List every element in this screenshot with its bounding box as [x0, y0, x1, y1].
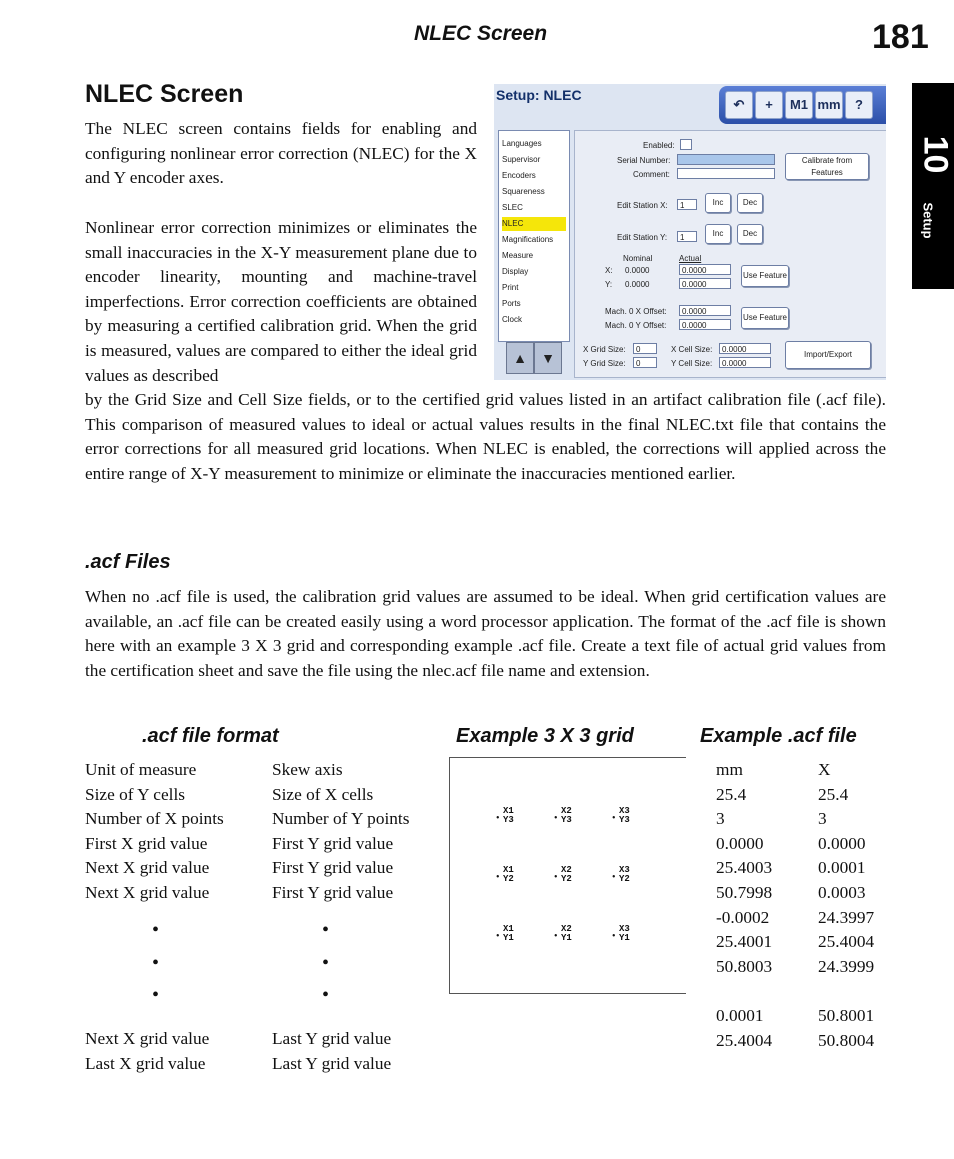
- chapter-number: 10: [916, 135, 954, 174]
- grid-point-x: X1: [503, 924, 514, 934]
- edit-x-dec-button[interactable]: Dec: [737, 193, 763, 213]
- x-label: X:: [605, 266, 613, 275]
- edit-y-inc-button[interactable]: Inc: [705, 224, 731, 244]
- acf-value: 0.0001: [716, 1005, 764, 1025]
- grid-point: [554, 865, 584, 889]
- grid-point: [612, 806, 642, 830]
- grid-point-x: X2: [561, 865, 572, 875]
- edit-x-inc-button[interactable]: Inc: [705, 193, 731, 213]
- mm-button[interactable]: mm: [815, 91, 843, 119]
- x-grid-size-field[interactable]: 0: [633, 343, 657, 354]
- grid-point-x: X3: [619, 924, 630, 934]
- grid-point-y: Y1: [503, 933, 514, 943]
- acf-value: 25.4001: [716, 932, 773, 952]
- format-column-1-end: [85, 1027, 209, 1076]
- format-item: Size of Y cells: [85, 784, 185, 804]
- format-item: Last Y grid value: [272, 1053, 392, 1073]
- acf-value: 25.4: [818, 784, 849, 804]
- y-nominal-value: 0.0000: [625, 280, 650, 289]
- format-item: Size of X cells: [272, 784, 374, 804]
- acf-value: 0.0000: [818, 833, 866, 853]
- page-number: 181: [872, 18, 929, 56]
- format-column-1: [85, 758, 224, 906]
- x-actual-field[interactable]: 0.0000: [679, 264, 731, 275]
- mach-x-offset-label: Mach. 0 X Offset:: [605, 307, 667, 316]
- edit-station-x-label: Edit Station X:: [617, 201, 668, 210]
- format-item: Next X grid value: [85, 882, 210, 902]
- grid-point-y: Y1: [619, 933, 630, 943]
- y-actual-field[interactable]: 0.0000: [679, 278, 731, 289]
- down-arrow-icon[interactable]: ▼: [534, 342, 562, 374]
- nlec-screenshot: [494, 84, 886, 380]
- acf-value: [818, 979, 874, 1004]
- ellipsis-dot: •: [152, 919, 160, 941]
- format-item: Next X grid value: [85, 1029, 210, 1048]
- serial-number-field[interactable]: [677, 154, 775, 165]
- grid-point-dot: •: [496, 931, 500, 942]
- acf-value: 0.0003: [818, 882, 866, 902]
- format-item: Skew axis: [272, 760, 343, 779]
- scroll-arrows: [506, 342, 562, 374]
- format-item: First Y grid value: [272, 882, 394, 902]
- acf-value: 50.8004: [818, 1030, 875, 1050]
- x-cell-size-label: X Cell Size:: [671, 345, 713, 354]
- y-cell-size-label: Y Cell Size:: [671, 359, 713, 368]
- grid-point-dot: •: [554, 813, 558, 824]
- format-column-2: [272, 758, 409, 906]
- format-item: Next X grid value: [85, 858, 210, 878]
- acf-value: mm: [716, 760, 743, 779]
- menu-item-measure[interactable]: Measure: [502, 251, 534, 260]
- grid-point: [496, 865, 526, 889]
- calibrate-from-features-button[interactable]: Calibrate from Features: [785, 153, 869, 180]
- grid-point-x: X2: [561, 924, 572, 934]
- toolbar: [719, 86, 886, 124]
- grid-point: [554, 924, 584, 948]
- mach-y-offset-field[interactable]: 0.0000: [679, 319, 731, 330]
- use-feature-button-2[interactable]: Use Feature: [741, 307, 789, 329]
- format-item: Last Y grid value: [272, 1029, 392, 1048]
- import-export-button[interactable]: Import/Export: [785, 341, 871, 369]
- setup-menu: [498, 130, 570, 342]
- edit-station-y-label: Edit Station Y:: [617, 233, 668, 242]
- grid-point-x: X2: [561, 806, 572, 816]
- nlec-paragraph-part1: Nonlinear error correction minimizes or eliminates the small inaccuracies in the X-Y measurement plane due to encoder linearity, mounting and machine-travel imperfections. Error correction coefficients are obtained by measuring a certified calibration grid. When the grid is measured, values are compared to either the ideal grid values as described: [85, 218, 477, 385]
- format-item: First Y grid value: [272, 858, 394, 878]
- m1-button[interactable]: M1: [785, 91, 813, 119]
- intro-paragraph: The NLEC screen contains fields for enabling and configuring nonlinear error correction (NLEC) for the X and Y encoder axes.: [85, 119, 477, 188]
- grid-point: [554, 806, 584, 830]
- grid-point-dot: •: [554, 931, 558, 942]
- ellipsis-dot: •: [322, 984, 330, 1006]
- ellipsis-dot: •: [152, 984, 160, 1006]
- undo-icon[interactable]: ↶: [725, 91, 753, 119]
- grid-point-dot: •: [612, 813, 616, 824]
- menu-item-nlec[interactable]: NLEC: [502, 217, 566, 231]
- grid-point-y: Y3: [561, 815, 572, 825]
- grid-point-y: Y2: [619, 874, 630, 884]
- grid-point-x: X1: [503, 865, 514, 875]
- y-label: Y:: [605, 280, 613, 289]
- ellipsis-dot: •: [152, 952, 160, 974]
- menu-item-encoders[interactable]: Encoders: [502, 171, 536, 180]
- example-acf-heading: Example .acf file: [700, 725, 857, 747]
- acf-value: 25.4003: [716, 858, 773, 878]
- menu-item-squareness[interactable]: Squareness: [502, 187, 545, 196]
- edit-station-x-field[interactable]: 1: [677, 199, 697, 210]
- grid-point-x: X3: [619, 806, 630, 816]
- acf-value: 25.4004: [818, 932, 875, 952]
- nominal-header: Nominal: [623, 254, 653, 263]
- format-item: Unit of measure: [85, 760, 197, 779]
- acf-value: 50.7998: [716, 882, 773, 902]
- nlec-settings-panel: [574, 130, 886, 378]
- enabled-label: Enabled:: [643, 141, 675, 150]
- grid-point-y: Y2: [503, 874, 514, 884]
- grid-point-dot: •: [554, 872, 558, 883]
- example-grid-heading: Example 3 X 3 grid: [456, 725, 634, 747]
- acf-format-heading: .acf file format: [142, 725, 279, 747]
- acf-value: 24.3999: [818, 956, 875, 976]
- section-title: NLEC Screen: [85, 80, 244, 108]
- help-icon[interactable]: ?: [845, 91, 873, 119]
- use-feature-button-1[interactable]: Use Feature: [741, 265, 789, 287]
- grid-point-x: X1: [503, 806, 514, 816]
- mach-y-offset-label: Mach. 0 Y Offset:: [605, 321, 667, 330]
- grid-point-y: Y3: [503, 815, 514, 825]
- enabled-checkbox[interactable]: [680, 139, 692, 150]
- ellipsis-dot: •: [322, 952, 330, 974]
- menu-item-clock[interactable]: Clock: [502, 315, 523, 324]
- format-item: Number of X points: [85, 809, 224, 829]
- comment-label: Comment:: [633, 170, 670, 179]
- grid-point-dot: •: [496, 872, 500, 883]
- edit-station-y-field[interactable]: 1: [677, 231, 697, 242]
- acf-value: [716, 979, 772, 1004]
- grid-point-dot: •: [612, 931, 616, 942]
- grid-point: [496, 806, 526, 830]
- acf-value: 24.3997: [818, 907, 875, 927]
- actual-header: Actual: [679, 254, 702, 263]
- edit-y-dec-button[interactable]: Dec: [737, 224, 763, 244]
- nlec-paragraph-part2: by the Grid Size and Cell Size fields, or to the certified grid values listed in an artifact calibration file (.acf file). This comparison of measured values to ideal or actual values results in the final NLEC.txt file that contains the error corrections for all measured grid locations. When NLEC is enabled, the corrections will applied across the entire range of X-Y measurement to minimize or eliminate the inaccuracies mentioned earlier.: [85, 390, 886, 483]
- grid-point: [612, 865, 642, 889]
- acf-value: -0.0002: [716, 907, 770, 927]
- plus-icon[interactable]: +: [755, 91, 783, 119]
- mach-x-offset-field[interactable]: 0.0000: [679, 305, 731, 316]
- acf-value: 3: [818, 809, 827, 829]
- menu-item-slec[interactable]: SLEC: [502, 203, 523, 212]
- grid-point-x: X3: [619, 865, 630, 875]
- menu-item-ports[interactable]: Ports: [502, 299, 521, 308]
- example-grid-figure: [449, 757, 686, 994]
- acf-value: 0.0000: [716, 833, 764, 853]
- acf-value: 25.4004: [716, 1030, 773, 1050]
- x-cell-size-field[interactable]: 0.0000: [719, 343, 771, 354]
- x-grid-size-label: X Grid Size:: [583, 345, 626, 354]
- menu-item-languages[interactable]: Languages: [502, 139, 542, 148]
- y-grid-size-label: Y Grid Size:: [583, 359, 626, 368]
- ellipsis-dot: •: [322, 919, 330, 941]
- menu-item-display[interactable]: Display: [502, 267, 529, 276]
- acf-value: 50.8001: [818, 1005, 875, 1025]
- format-column-2-end: [272, 1027, 391, 1076]
- y-grid-size-field[interactable]: 0: [633, 357, 657, 368]
- serial-number-label: Serial Number:: [617, 156, 671, 165]
- acf-value: 25.4: [716, 784, 747, 804]
- comment-field[interactable]: [677, 168, 775, 179]
- running-header-title: NLEC Screen: [414, 22, 548, 45]
- format-item: Number of Y points: [272, 809, 410, 829]
- grid-point-y: Y2: [561, 874, 572, 884]
- menu-item-print[interactable]: Print: [502, 283, 519, 292]
- acf-value: 50.8003: [716, 956, 773, 976]
- format-item: Last X grid value: [85, 1053, 206, 1073]
- grid-point-dot: •: [496, 813, 500, 824]
- grid-point-y: Y1: [561, 933, 572, 943]
- example-acf-column-1: [716, 758, 772, 1053]
- y-cell-size-field[interactable]: 0.0000: [719, 357, 771, 368]
- chapter-tab: [912, 83, 954, 289]
- acf-files-paragraph: When no .acf file is used, the calibration grid values are assumed to be ideal. When grid certification values are available, an .acf file can be created easily using a word processor application. The format of the .acf file is shown here with an example 3 X 3 grid and corresponding example .acf file. Create a text file of actual grid values from the certification sheet and save the file using the nlec.acf file name and extension.: [85, 587, 886, 680]
- grid-point: [612, 924, 642, 948]
- grid-point: [496, 924, 526, 948]
- grid-point-y: Y3: [619, 815, 630, 825]
- acf-files-heading: .acf Files: [85, 551, 171, 573]
- acf-value: 0.0001: [818, 858, 866, 878]
- chapter-label: Setup: [920, 202, 936, 239]
- format-item: First X grid value: [85, 833, 208, 853]
- up-arrow-icon[interactable]: ▲: [506, 342, 534, 374]
- acf-value: X: [818, 760, 831, 779]
- x-nominal-value: 0.0000: [625, 266, 650, 275]
- screen-title: Setup: NLEC: [496, 87, 582, 103]
- example-acf-column-2: [818, 758, 874, 1053]
- acf-value: 3: [716, 809, 725, 829]
- menu-item-supervisor[interactable]: Supervisor: [502, 155, 541, 164]
- grid-point-dot: •: [612, 872, 616, 883]
- format-item: First Y grid value: [272, 833, 394, 853]
- menu-item-magnifications[interactable]: Magnifications: [502, 235, 554, 244]
